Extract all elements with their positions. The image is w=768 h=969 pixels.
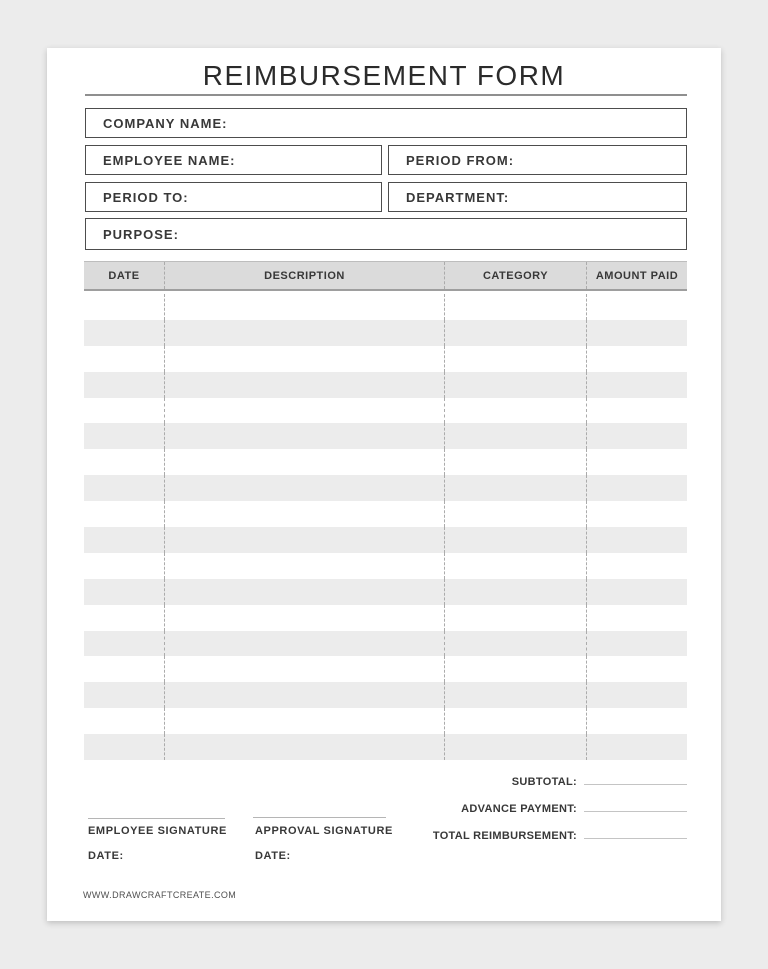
table-cell[interactable]	[84, 631, 165, 657]
table-row	[84, 682, 687, 708]
table-cell[interactable]	[587, 320, 687, 346]
table-cell[interactable]	[84, 320, 165, 346]
table-cell[interactable]	[84, 656, 165, 682]
table-row	[84, 294, 687, 320]
table-cell[interactable]	[445, 708, 587, 734]
company-name-label: COMPANY NAME:	[103, 115, 228, 131]
table-header-row	[84, 261, 687, 291]
table-cell[interactable]	[587, 708, 687, 734]
approval-signature-line[interactable]	[253, 817, 386, 818]
employee-signature-line[interactable]	[88, 818, 225, 819]
table-row	[84, 501, 687, 527]
table-cell[interactable]	[445, 734, 587, 760]
table-cell[interactable]	[165, 682, 445, 708]
table-cell[interactable]	[165, 708, 445, 734]
approval-signature-label: APPROVAL SIGNATURE	[255, 825, 393, 837]
table-cell[interactable]	[165, 449, 445, 475]
table-row	[84, 475, 687, 501]
table-cell[interactable]	[445, 605, 587, 631]
approval-date-label: DATE:	[255, 850, 291, 862]
table-row	[84, 449, 687, 475]
table-cell[interactable]	[445, 449, 587, 475]
table-row	[84, 372, 687, 398]
period-from-label: PERIOD FROM:	[406, 152, 515, 168]
table-cell[interactable]	[165, 501, 445, 527]
department-field[interactable]	[388, 182, 687, 212]
table-cell[interactable]	[84, 553, 165, 579]
table-cell[interactable]	[84, 708, 165, 734]
reimbursement-form-page	[47, 48, 721, 921]
table-cell[interactable]	[587, 346, 687, 372]
total-reimbursement-row	[433, 827, 687, 841]
advance-payment-row	[461, 800, 687, 814]
table-cell[interactable]	[445, 501, 587, 527]
table-row	[84, 553, 687, 579]
table-cell[interactable]	[445, 475, 587, 501]
table-row	[84, 346, 687, 372]
table-cell[interactable]	[84, 734, 165, 760]
table-cell[interactable]	[587, 501, 687, 527]
table-cell[interactable]	[165, 423, 445, 449]
table-cell[interactable]	[84, 475, 165, 501]
table-cell[interactable]	[84, 501, 165, 527]
table-cell[interactable]	[587, 294, 687, 320]
employee-name-field[interactable]	[85, 145, 382, 175]
table-cell[interactable]	[165, 398, 445, 424]
column-header-amount-paid: AMOUNT PAID	[595, 269, 679, 282]
table-cell[interactable]	[445, 398, 587, 424]
table-cell[interactable]	[165, 579, 445, 605]
employee-name-label: EMPLOYEE NAME:	[103, 152, 236, 168]
period-to-field[interactable]	[85, 182, 382, 212]
column-header-category: CATEGORY	[445, 262, 587, 289]
table-cell[interactable]	[165, 656, 445, 682]
website-footer: WWW.DRAWCRAFTCREATE.COM	[83, 890, 237, 900]
table-cell[interactable]	[587, 631, 687, 657]
table-cell[interactable]	[445, 682, 587, 708]
company-name-field[interactable]	[85, 108, 687, 138]
table-cell[interactable]	[84, 579, 165, 605]
table-cell[interactable]	[165, 475, 445, 501]
table-cell[interactable]	[165, 553, 445, 579]
table-cell[interactable]	[84, 294, 165, 320]
table-cell[interactable]	[587, 605, 687, 631]
table-cell[interactable]	[587, 423, 687, 449]
table-cell[interactable]	[445, 372, 587, 398]
employee-date-label: DATE:	[88, 850, 124, 862]
subtotal-row	[512, 773, 687, 787]
table-cell[interactable]	[165, 372, 445, 398]
table-cell[interactable]	[587, 682, 687, 708]
table-cell[interactable]	[445, 631, 587, 657]
period-from-field[interactable]	[388, 145, 687, 175]
table-row	[84, 320, 687, 346]
table-cell[interactable]	[165, 631, 445, 657]
period-to-label: PERIOD TO:	[103, 189, 189, 205]
table-cell[interactable]	[445, 423, 587, 449]
table-cell[interactable]	[587, 553, 687, 579]
table-cell[interactable]	[587, 398, 687, 424]
table-cell[interactable]	[84, 449, 165, 475]
form-title: REIMBURSEMENT FORM	[202, 60, 566, 91]
employee-signature-label: EMPLOYEE SIGNATURE	[88, 825, 227, 837]
table-cell[interactable]	[84, 527, 165, 553]
table-cell[interactable]	[165, 320, 445, 346]
table-row	[84, 708, 687, 734]
total-reimbursement-input-line[interactable]	[584, 827, 687, 839]
column-header-date: DATE	[84, 262, 165, 289]
department-label: DEPARTMENT:	[406, 189, 510, 205]
advance-payment-label: ADVANCE PAYMENT:	[461, 803, 577, 815]
table-cell[interactable]	[165, 346, 445, 372]
table-cell[interactable]	[445, 527, 587, 553]
table-cell[interactable]	[165, 605, 445, 631]
table-row	[84, 605, 687, 631]
table-cell[interactable]	[587, 734, 687, 760]
table-cell[interactable]	[445, 579, 587, 605]
table-cell[interactable]	[445, 320, 587, 346]
table-cell[interactable]	[587, 579, 687, 605]
table-cell[interactable]	[165, 527, 445, 553]
table-cell[interactable]	[84, 423, 165, 449]
table-cell[interactable]	[84, 372, 165, 398]
table-cell[interactable]	[445, 656, 587, 682]
purpose-label: PURPOSE:	[103, 226, 179, 242]
table-cell[interactable]	[84, 605, 165, 631]
purpose-field[interactable]	[85, 218, 687, 250]
expense-table	[84, 261, 687, 760]
column-header-description: DESCRIPTION	[165, 262, 445, 289]
table-row	[84, 579, 687, 605]
table-cell[interactable]	[445, 346, 587, 372]
table-row	[84, 423, 687, 449]
table-cell[interactable]	[587, 372, 687, 398]
table-cell[interactable]	[587, 527, 687, 553]
table-cell[interactable]	[165, 734, 445, 760]
table-row	[84, 656, 687, 682]
title-underline	[85, 94, 687, 96]
table-body	[84, 294, 687, 760]
table-row	[84, 398, 687, 424]
table-row	[84, 734, 687, 760]
table-cell[interactable]	[587, 656, 687, 682]
advance-payment-input-line[interactable]	[584, 800, 687, 812]
table-cell[interactable]	[84, 398, 165, 424]
table-cell[interactable]	[445, 553, 587, 579]
table-cell[interactable]	[445, 294, 587, 320]
subtotal-label: SUBTOTAL:	[511, 776, 577, 788]
table-cell[interactable]	[165, 294, 445, 320]
table-cell[interactable]	[587, 449, 687, 475]
table-row	[84, 527, 687, 553]
total-reimbursement-label: TOTAL REIMBURSEMENT:	[432, 830, 577, 842]
table-cell[interactable]	[84, 346, 165, 372]
subtotal-input-line[interactable]	[584, 773, 687, 785]
table-cell[interactable]	[587, 475, 687, 501]
table-row	[84, 631, 687, 657]
table-cell[interactable]	[84, 682, 165, 708]
